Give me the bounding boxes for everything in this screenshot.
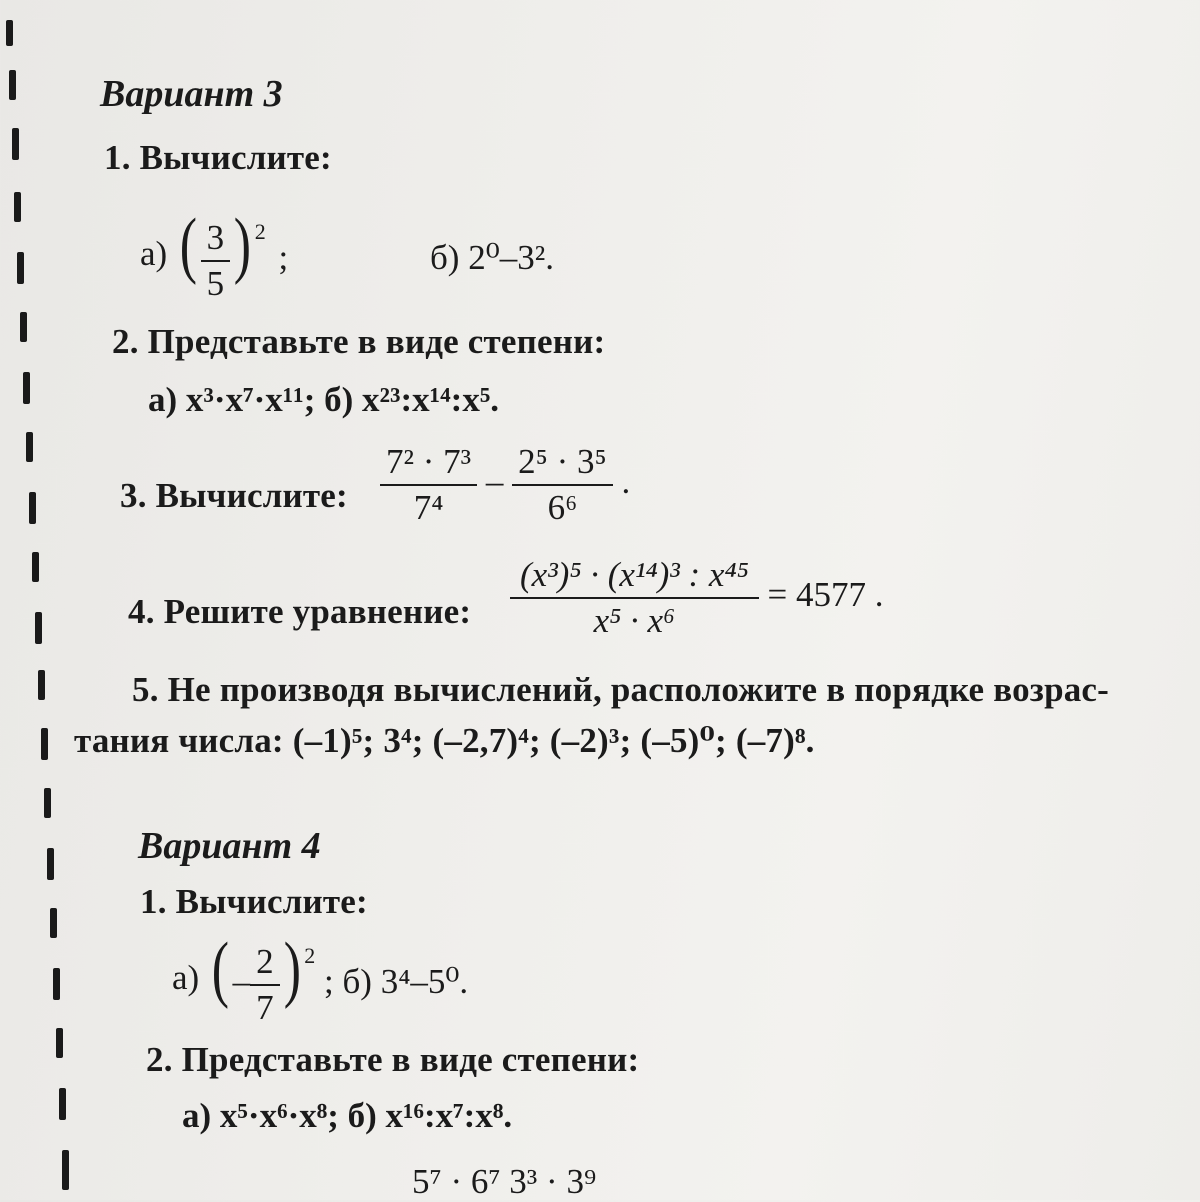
variant-3-title: Вариант 3	[100, 73, 283, 115]
v3-task1-a	[140, 204, 289, 308]
v3-task3-fraction-1	[380, 442, 477, 528]
v3-task2-label: 2. Представьте в виде степени:	[112, 322, 606, 361]
period: .	[621, 462, 631, 502]
v3-task5-line-2: тания числа: (–1)⁵; 3⁴; (–2,7)⁴; (–2)³; (–5)⁰; (–7)⁸.	[74, 721, 815, 760]
v3-task1-a-fraction	[201, 218, 231, 304]
minus-sign: –	[232, 962, 251, 1001]
minus-sign: –	[485, 462, 504, 502]
fraction-numerator: 3	[201, 218, 231, 262]
fraction-denominator: 7⁴	[413, 488, 444, 527]
v3-task4-expr	[510, 555, 884, 641]
v3-task1-label: 1. Вычислите:	[104, 138, 332, 177]
fraction-denominator: 5	[206, 263, 225, 303]
v4-task1-a-prefix: а)	[172, 958, 200, 997]
exponent: 2	[304, 943, 316, 968]
v3-task4-label: 4. Решите уравнение:	[128, 592, 472, 631]
equation-rhs: = 4577 .	[767, 575, 884, 615]
v4-task2-label: 2. Представьте в виде степени:	[146, 1040, 640, 1079]
v3-task1-a-prefix: а)	[140, 234, 168, 273]
right-paren: )	[283, 928, 301, 1010]
variant-4-title: Вариант 4	[138, 825, 321, 867]
binding-marks	[0, 0, 100, 1200]
fraction-numerator: 2	[250, 942, 280, 986]
exponent: 2	[254, 219, 266, 244]
left-paren: (	[211, 928, 229, 1010]
v3-task3-label: 3. Вычислите:	[120, 476, 348, 515]
fraction-numerator: 7² · 7³	[380, 442, 477, 486]
v4-task1-label: 1. Вычислите:	[140, 882, 368, 921]
fraction-denominator: x⁵ · x⁶	[593, 601, 676, 640]
left-paren: (	[179, 204, 197, 286]
v3-task2-expr: а) x³·x⁷·x¹¹; б) x²³:x¹⁴:x⁵.	[148, 380, 500, 419]
v4-task1-a	[172, 928, 469, 1032]
v3-task5-line-1: 5. Не производя вычислений, расположите в порядке возрас-	[132, 670, 1110, 709]
v4-task3-partial: 5⁷ · 6⁷ 3³ · 3⁹	[412, 1162, 597, 1201]
v4-task2-expr: а) x⁵·x⁶·x⁸; б) x¹⁶:x⁷:x⁸.	[182, 1096, 513, 1135]
fraction-numerator: (x³)⁵ · (x¹⁴)³ : x⁴⁵	[510, 555, 759, 599]
fraction-denominator: 6⁶	[547, 488, 578, 527]
v4-task1-a-fraction	[250, 942, 280, 1028]
v3-task4-fraction	[510, 555, 759, 641]
v3-task1-b: б) 2⁰–3².	[430, 238, 554, 277]
v4-task1-b: ; б) 3⁴–5⁰.	[324, 962, 469, 1001]
right-paren: )	[233, 204, 252, 286]
fraction-numerator: 2⁵ · 3⁵	[512, 442, 613, 486]
fraction-denominator: 7	[256, 987, 274, 1027]
v3-task3-fraction-2	[512, 442, 613, 528]
semicolon: ;	[278, 238, 289, 277]
v3-task3-expr	[380, 442, 630, 528]
